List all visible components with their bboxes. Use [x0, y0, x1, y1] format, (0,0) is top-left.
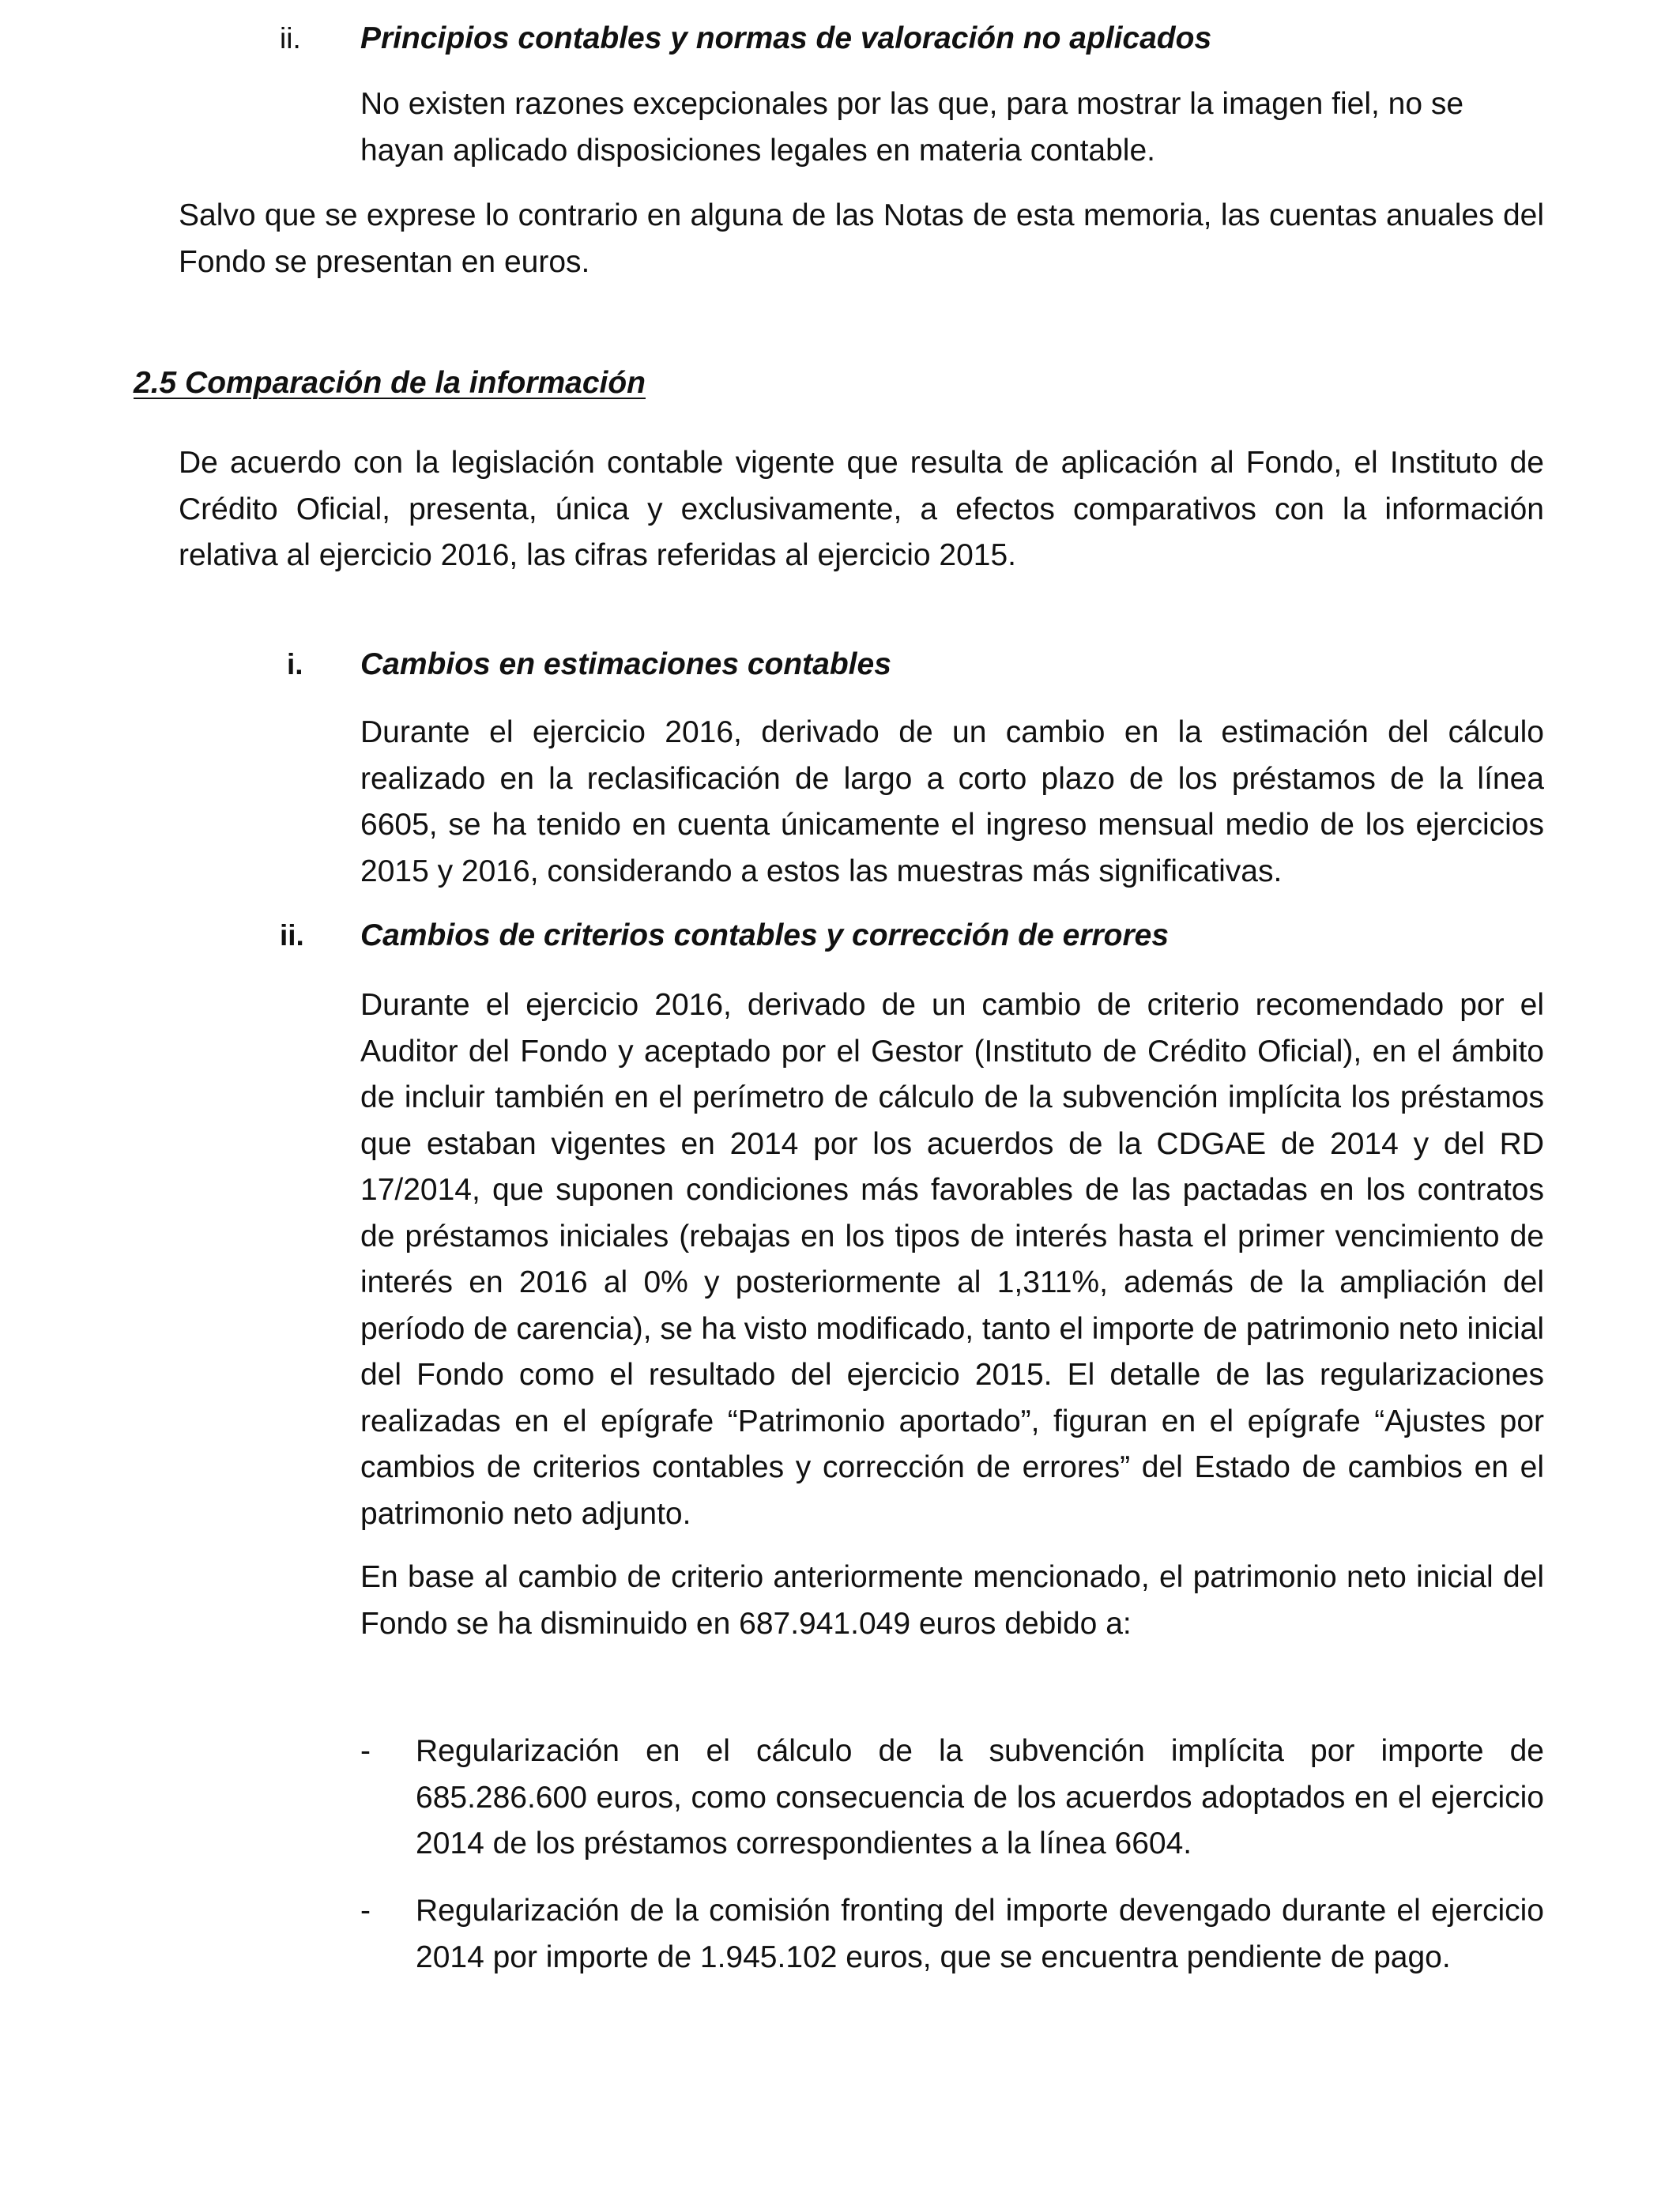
section-paragraph: No existen razones excepcionales por las que, para mostrar la imagen fiel, no se hayan aplicado disposiciones legales en materia contable.: [360, 87, 1464, 168]
section-title: 2.5 Comparación de la información: [134, 366, 646, 400]
section-heading: Principios contables y normas de valoración no aplicados: [360, 21, 1212, 55]
bullet-dash: -: [360, 1894, 371, 1928]
bullet-dash: -: [360, 1734, 371, 1768]
subsection-heading: Cambios en estimaciones contables: [360, 647, 891, 681]
subsection-number: i.: [287, 648, 303, 680]
subsection-number: ii.: [280, 919, 304, 952]
subsection-paragraph: Durante el ejercicio 2016, derivado de un cambio en la estimación del cálculo realizado en la reclasificación de largo a corto plazo de los préstamos de la línea 6605, se ha tenido en cuenta únicamente el ingreso mensual medio de los ejercicios 2015 y 2016, considerando a estos las muestras más significativas.: [360, 715, 1544, 888]
currency-note: Salvo que se exprese lo contrario en alguna de las Notas de esta memoria, las cuentas anuales del Fondo se presentan en euros.: [179, 198, 1544, 279]
section-number: ii.: [280, 22, 301, 55]
subsection-paragraph: En base al cambio de criterio anteriormente mencionado, el patrimonio neto inicial del Fondo se ha disminuido en 687.941.049 euros debido a:: [360, 1560, 1544, 1641]
list-item: Regularización de la comisión fronting del importe devengado durante el ejercicio 2014 por importe de 1.945.102 euros, que se encuentra pendiente de pago.: [416, 1894, 1544, 1974]
list-item: Regularización en el cálculo de la subvención implícita por importe de 685.286.600 euros, como consecuencia de los acuerdos adoptados en el ejercicio 2014 de los préstamos correspondientes a la línea 6604.: [416, 1734, 1544, 1860]
subsection-paragraph: Durante el ejercicio 2016, derivado de un cambio de criterio recomendado por el Auditor del Fondo y aceptado por el Gestor (Instituto de Crédito Oficial), en el ámbito de incluir también en el perímetro de cálculo de la subvención implícita los préstamos que estaban vigentes en 2014 por los acuerdos de la CDGAE de 2014 y del RD 17/2014, que suponen condiciones más favorables de las pactadas en los contratos de préstamos iniciales (rebajas en los tipos de interés hasta el primer vencimiento de interés en 2016 al 0% y posteriormente al 1,311%, además de la ampliación del período de carencia), se ha visto modificado, tanto el importe de patrimonio neto inicial del Fondo como el resultado del ejercicio 2015. El detalle de las regularizaciones realizadas en el epígrafe “Patrimonio aportado”, figuran en el epígrafe “Ajustes por cambios de criterios contables y corrección de errores” del Estado de cambios en el patrimonio neto adjunto.: [360, 988, 1544, 1531]
subsection-heading: Cambios de criterios contables y corrección de errores: [360, 918, 1170, 952]
intro-paragraph: De acuerdo con la legislación contable vigente que resulta de aplicación al Fondo, el Instituto de Crédito Oficial, presenta, única y exclusivamente, a efectos comparativos con la información relativa al ejercicio 2016, las cifras referidas al ejercicio 2015.: [179, 446, 1544, 572]
